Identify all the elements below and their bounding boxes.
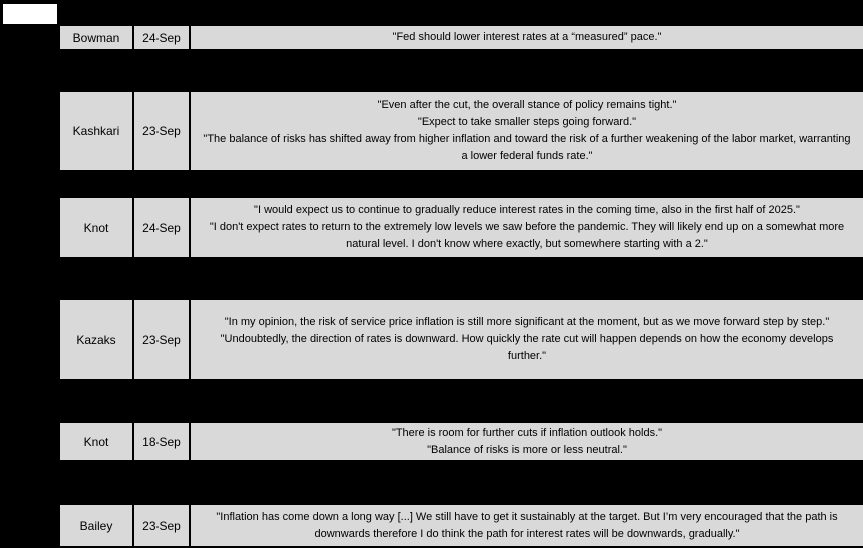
date-value: 24-Sep xyxy=(142,30,181,45)
quote-line: "The balance of risks has shifted away from higher inflation and toward the risk of a further weakening of the labor market, warranting a lower federal funds rate." xyxy=(203,133,851,162)
quote-line: "Undoubtedly, the direction of rates is downward. How quickly the rate cut will happen depends on how the economy develops further." xyxy=(220,333,834,362)
date-cell[interactable] xyxy=(132,421,189,462)
quote-line: "I would expect us to continue to gradually reduce interest rates in the coming time, also in the first half of 2025." xyxy=(254,204,800,216)
quote-line: "Balance of risks is more or less neutral." xyxy=(427,443,627,456)
quote-cell[interactable] xyxy=(189,196,863,259)
table-row xyxy=(58,24,863,51)
date-cell[interactable] xyxy=(132,298,189,381)
empty-legend-box xyxy=(3,4,57,24)
speaker-cell[interactable] xyxy=(58,90,132,172)
speaker-cell[interactable] xyxy=(58,24,132,51)
speaker-cell[interactable] xyxy=(58,298,132,381)
quote-line: "Inflation has come down a long way [...] We still have to get it sustainably at the target. But I’m very encouraged that the path is downwards therefore I do think the path for interest rates will be downwards, gradually." xyxy=(216,510,838,540)
date-cell[interactable] xyxy=(132,24,189,51)
quote-cell[interactable] xyxy=(189,503,863,548)
speaker-name: Knot xyxy=(83,434,109,449)
speaker-name: Bowman xyxy=(72,30,120,45)
speaker-name: Kashkari xyxy=(72,124,120,138)
date-value: 23-Sep xyxy=(142,124,181,138)
quote-cell[interactable] xyxy=(189,24,863,51)
date-cell[interactable] xyxy=(132,196,189,259)
date-cell[interactable] xyxy=(132,503,189,548)
quote-line: "In my opinion, the risk of service price inflation is still more significant at the moment, but as we move forward step by step." xyxy=(224,316,830,328)
speaker-name: Knot xyxy=(83,220,109,235)
speaker-name: Bailey xyxy=(79,518,113,533)
date-value: 18-Sep xyxy=(142,434,181,449)
quote-line: "Fed should lower interest rates at a “measured” pace." xyxy=(392,31,662,43)
date-cell[interactable] xyxy=(132,90,189,172)
table-row xyxy=(58,298,863,381)
speaker-name: Kazaks xyxy=(76,332,116,347)
date-value: 23-Sep xyxy=(142,518,181,533)
quote-line: "Expect to take smaller steps going forward." xyxy=(417,116,637,128)
table-row xyxy=(58,196,863,259)
quote-cell[interactable] xyxy=(189,421,863,462)
quote-line: "I don't expect rates to return to the extremely low levels we saw before the pandemic. They will likely end up on a somewhat more natural level. I don't know where exactly, but somewhere starting with a 2." xyxy=(209,221,845,250)
table-row xyxy=(58,421,863,462)
quote-cell[interactable] xyxy=(189,90,863,172)
date-value: 23-Sep xyxy=(142,332,181,347)
table-row xyxy=(58,90,863,172)
speaker-cell[interactable] xyxy=(58,196,132,259)
speaker-cell[interactable] xyxy=(58,421,132,462)
table-row xyxy=(58,503,863,548)
quote-line: "There is room for further cuts if inflation outlook holds." xyxy=(391,426,663,439)
speaker-cell[interactable] xyxy=(58,503,132,548)
quote-line: "Even after the cut, the overall stance of policy remains tight." xyxy=(377,99,677,111)
quote-cell[interactable] xyxy=(189,298,863,381)
date-value: 24-Sep xyxy=(142,220,181,235)
